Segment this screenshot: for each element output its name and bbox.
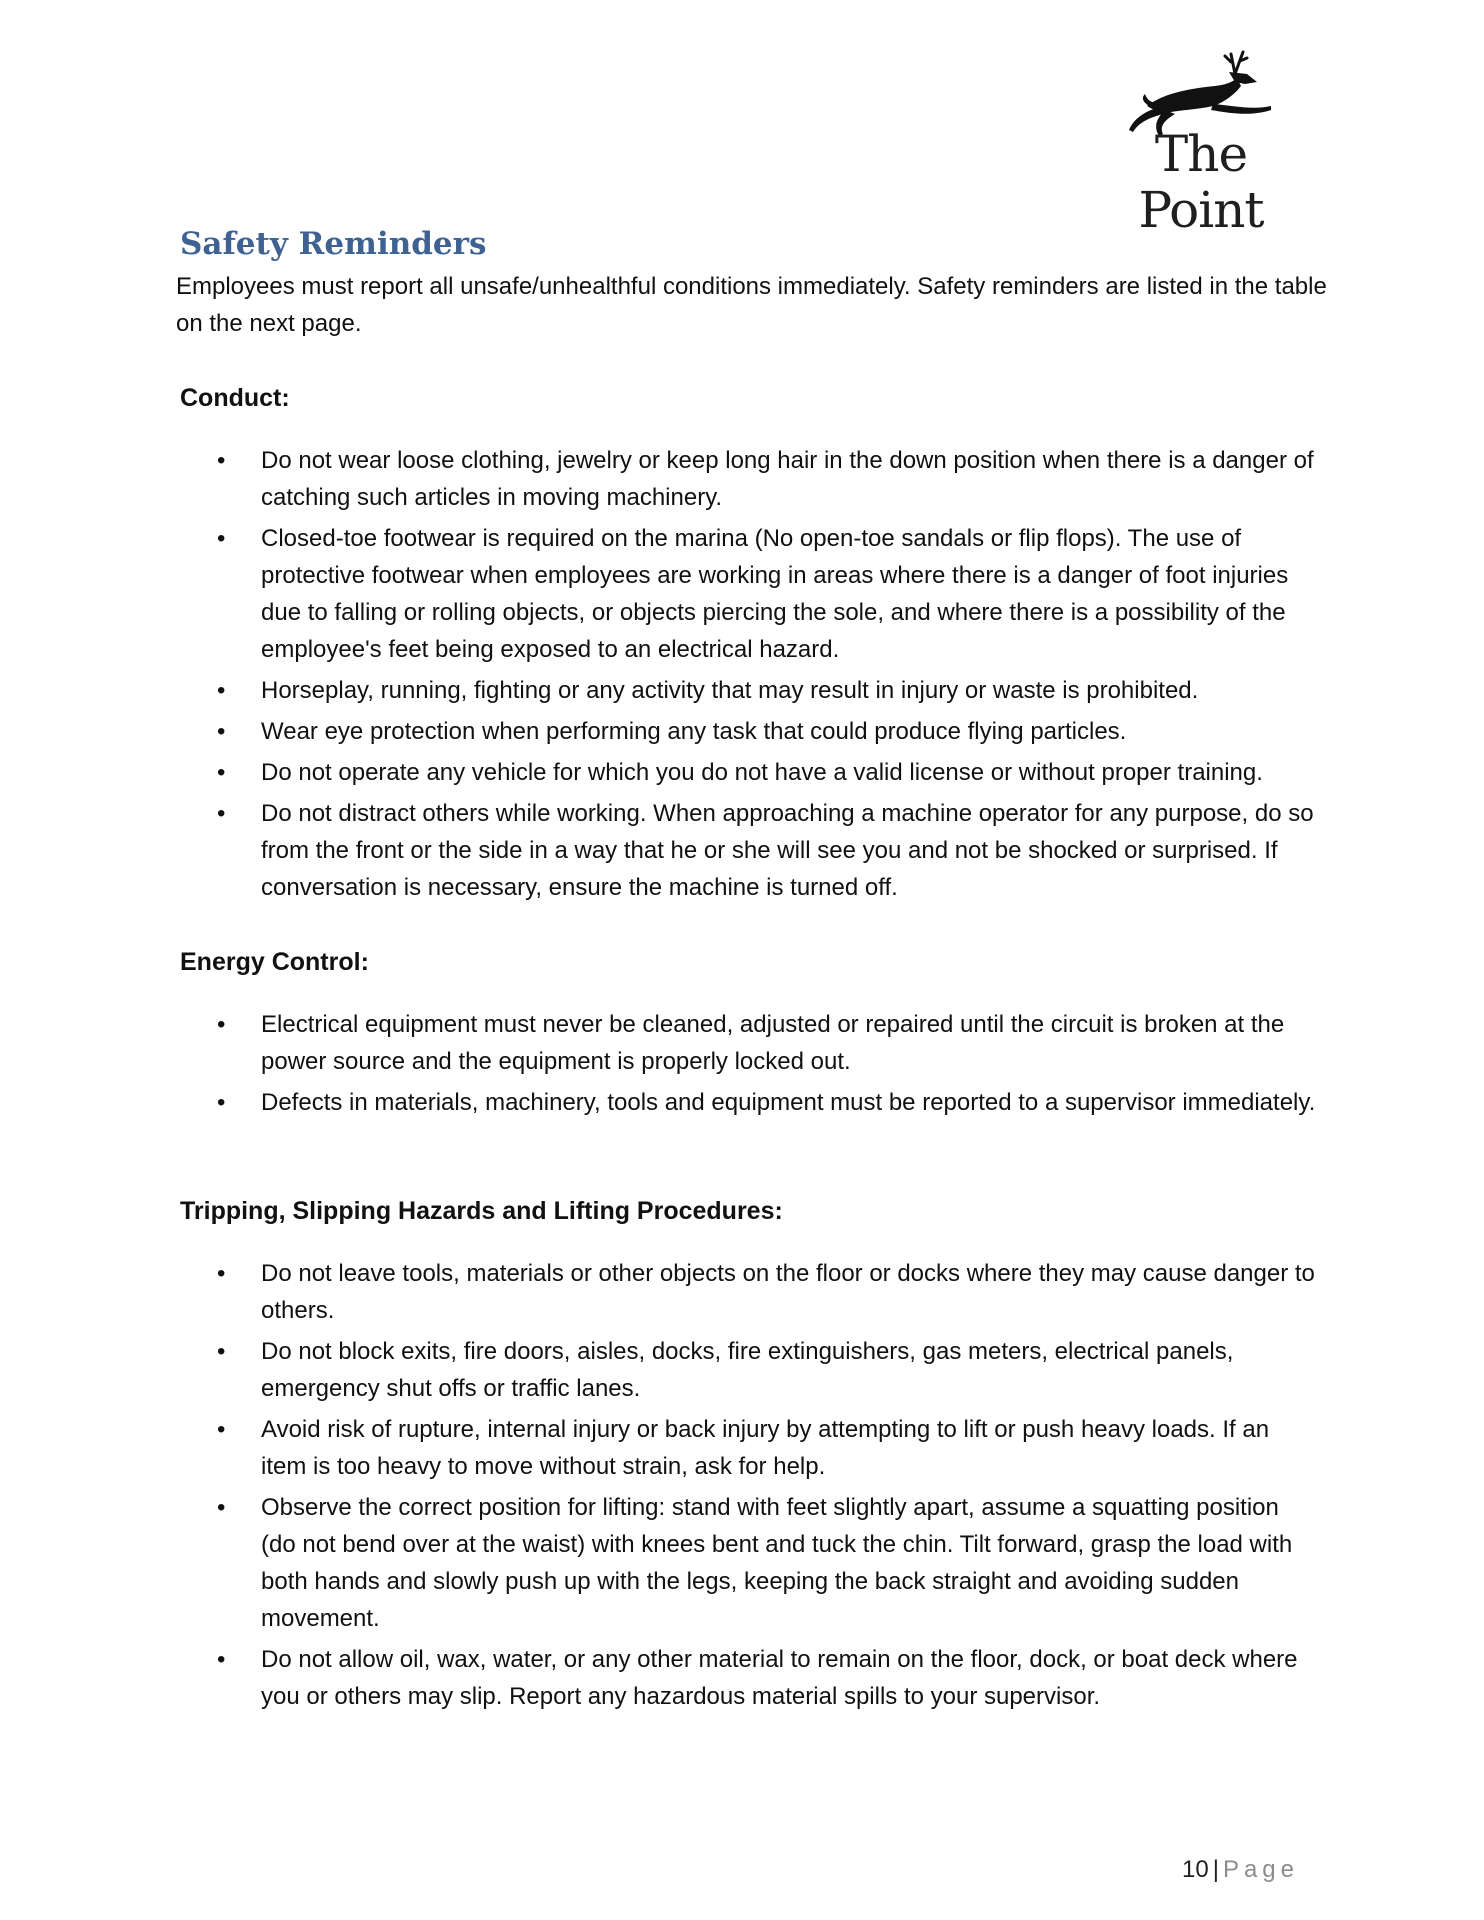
bullet: •: [217, 1011, 226, 1038]
bullet: •: [217, 800, 226, 827]
list-item: • Closed-toe footwear is required on the marina (No open-toe sandals or flip flops). The use of protective footwear when employees are working in areas where there is a danger of foot injuries due to falling or rolling objects, or objects piercing the sole, and where there is a possibility of the employee's feet being exposed to an electrical hazard.: [0, 520, 1320, 668]
list-item: • Avoid risk of rupture, internal injury or back injury by attempting to lift or push heavy loads. If an item is too heavy to move without strain, ask for help.: [0, 1411, 1320, 1485]
logo-text: The Point: [1138, 125, 1264, 239]
page-title: Safety Reminders: [180, 226, 487, 262]
bullet: •: [217, 677, 226, 704]
bullet: •: [217, 1260, 226, 1287]
page-label: Page: [1222, 1856, 1299, 1883]
list-item: • Electrical equipment must never be cleaned, adjusted or repaired until the circuit is broken at the power source and the equipment is properly locked out.: [0, 1006, 1320, 1080]
list-item: • Do not operate any vehicle for which you do not have a valid license or without proper training.: [0, 754, 1320, 791]
bullet: •: [217, 1646, 226, 1673]
bullet: •: [217, 1494, 226, 1521]
bullet: •: [217, 447, 226, 474]
list-item: • Do not leave tools, materials or other objects on the floor or docks where they may cause danger to others.: [0, 1255, 1320, 1329]
conduct-list: [0, 442, 1320, 910]
bullet: •: [217, 718, 226, 745]
footer-separator: |: [1212, 1856, 1219, 1883]
section-heading-energy-control: Energy Control:: [180, 948, 369, 976]
list-item: • Do not distract others while working. When approaching a machine operator for any purpose, do so from the front or the side in a way that he or she will see you and not be shocked or surprised. If conversation is necessary, ensure the machine is turned off.: [0, 795, 1320, 906]
bullet: •: [217, 1089, 226, 1116]
list-item: • Do not allow oil, wax, water, or any other material to remain on the floor, dock, or boat deck where you or others may slip. Report any hazardous material spills to your supervisor.: [0, 1641, 1320, 1715]
list-item: • Do not block exits, fire doors, aisles, docks, fire extinguishers, gas meters, electrical panels, emergency shut offs or traffic lanes.: [0, 1333, 1320, 1407]
bullet: •: [217, 525, 226, 552]
list-item: • Horseplay, running, fighting or any activity that may result in injury or waste is prohibited.: [0, 672, 1320, 709]
logo: [1085, 48, 1317, 239]
page-number: 10: [1182, 1856, 1209, 1883]
intro-paragraph: Employees must report all unsafe/unhealthful conditions immediately. Safety reminders are listed in the table on the next page.: [176, 273, 1327, 337]
bullet: •: [217, 1338, 226, 1365]
list-item: • Wear eye protection when performing any task that could produce flying particles.: [0, 713, 1320, 750]
page-footer: [1182, 1854, 1299, 1886]
bullet: •: [217, 1416, 226, 1443]
section-heading-tripping-slipping: Tripping, Slipping Hazards and Lifting Procedures:: [180, 1197, 783, 1225]
section-heading-conduct: Conduct:: [180, 384, 290, 412]
tripping-slipping-list: [0, 1255, 1320, 1719]
list-item: • Defects in materials, machinery, tools and equipment must be reported to a supervisor immediately.: [0, 1084, 1320, 1121]
list-item: • Observe the correct position for lifting: stand with feet slightly apart, assume a squatting position (do not bend over at the waist) with knees bent and tuck the chin. Tilt forward, grasp the load with both hands and slowly push up with the legs, keeping the back straight and avoiding sudden movement.: [0, 1489, 1320, 1637]
bullet: •: [217, 759, 226, 786]
energy-control-list: [0, 1006, 1320, 1125]
list-item: • Do not wear loose clothing, jewelry or keep long hair in the down position when there is a danger of catching such articles in moving machinery.: [0, 442, 1320, 516]
